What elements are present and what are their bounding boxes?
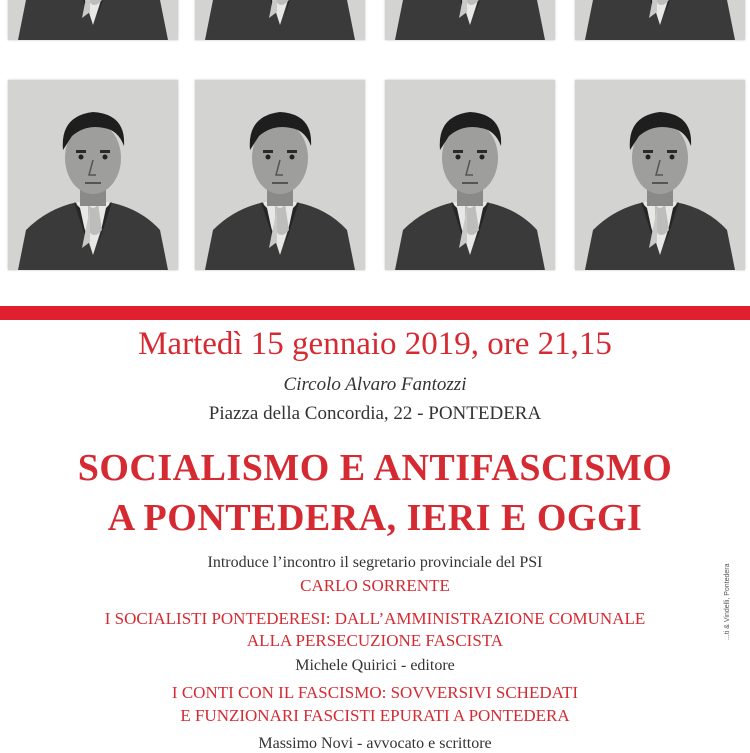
talk2-title-line1: I CONTI CON IL FASCISMO: SOVVERSIVI SCHEDATI (171, 683, 579, 702)
event-address: Piazza della Concordia, 22 - PONTEDERA (208, 403, 542, 424)
talk1-title-line1: I SOCIALISTI PONTEDERESI: DALL’AMMINISTRAZIONE COMUNALE (104, 609, 646, 628)
talk1-title-line2: ALLA PERSECUZIONE FASCISTA (246, 631, 504, 650)
talk2-speaker: Massimo Novi - avvocato e scrittore (258, 735, 492, 752)
event-title-line1: SOCIALISMO E ANTIFASCISMO (77, 447, 673, 489)
intro-speaker: CARLO SORRENTE (300, 576, 450, 595)
talk2-title-line2: E FUNZIONARI FASCISTI EPURATI A PONTEDERA (180, 706, 570, 725)
intro-text: Introduce l’incontro il segretario provinciale del PSI (207, 554, 543, 571)
event-date-time: Martedì 15 gennaio 2019, ore 21,15 (138, 326, 612, 362)
talk1-speaker: Michele Quirici - editore (295, 657, 455, 674)
red-divider-band (0, 306, 750, 320)
event-title-line2: A PONTEDERA, IERI E OGGI (107, 497, 643, 539)
portrait-photo (195, 80, 365, 270)
portrait-photo (575, 80, 745, 270)
portrait-photo (385, 0, 555, 40)
portrait-photo (8, 0, 178, 40)
portrait-photo (195, 0, 365, 40)
event-venue: Circolo Alvaro Fantozzi (283, 374, 467, 395)
portrait-photo (575, 0, 745, 40)
printer-credit: ...ti & Vindelli, Pontedera (724, 563, 731, 640)
portrait-photo (8, 80, 178, 270)
portrait-photo (385, 80, 555, 270)
portrait-grid (0, 0, 750, 306)
